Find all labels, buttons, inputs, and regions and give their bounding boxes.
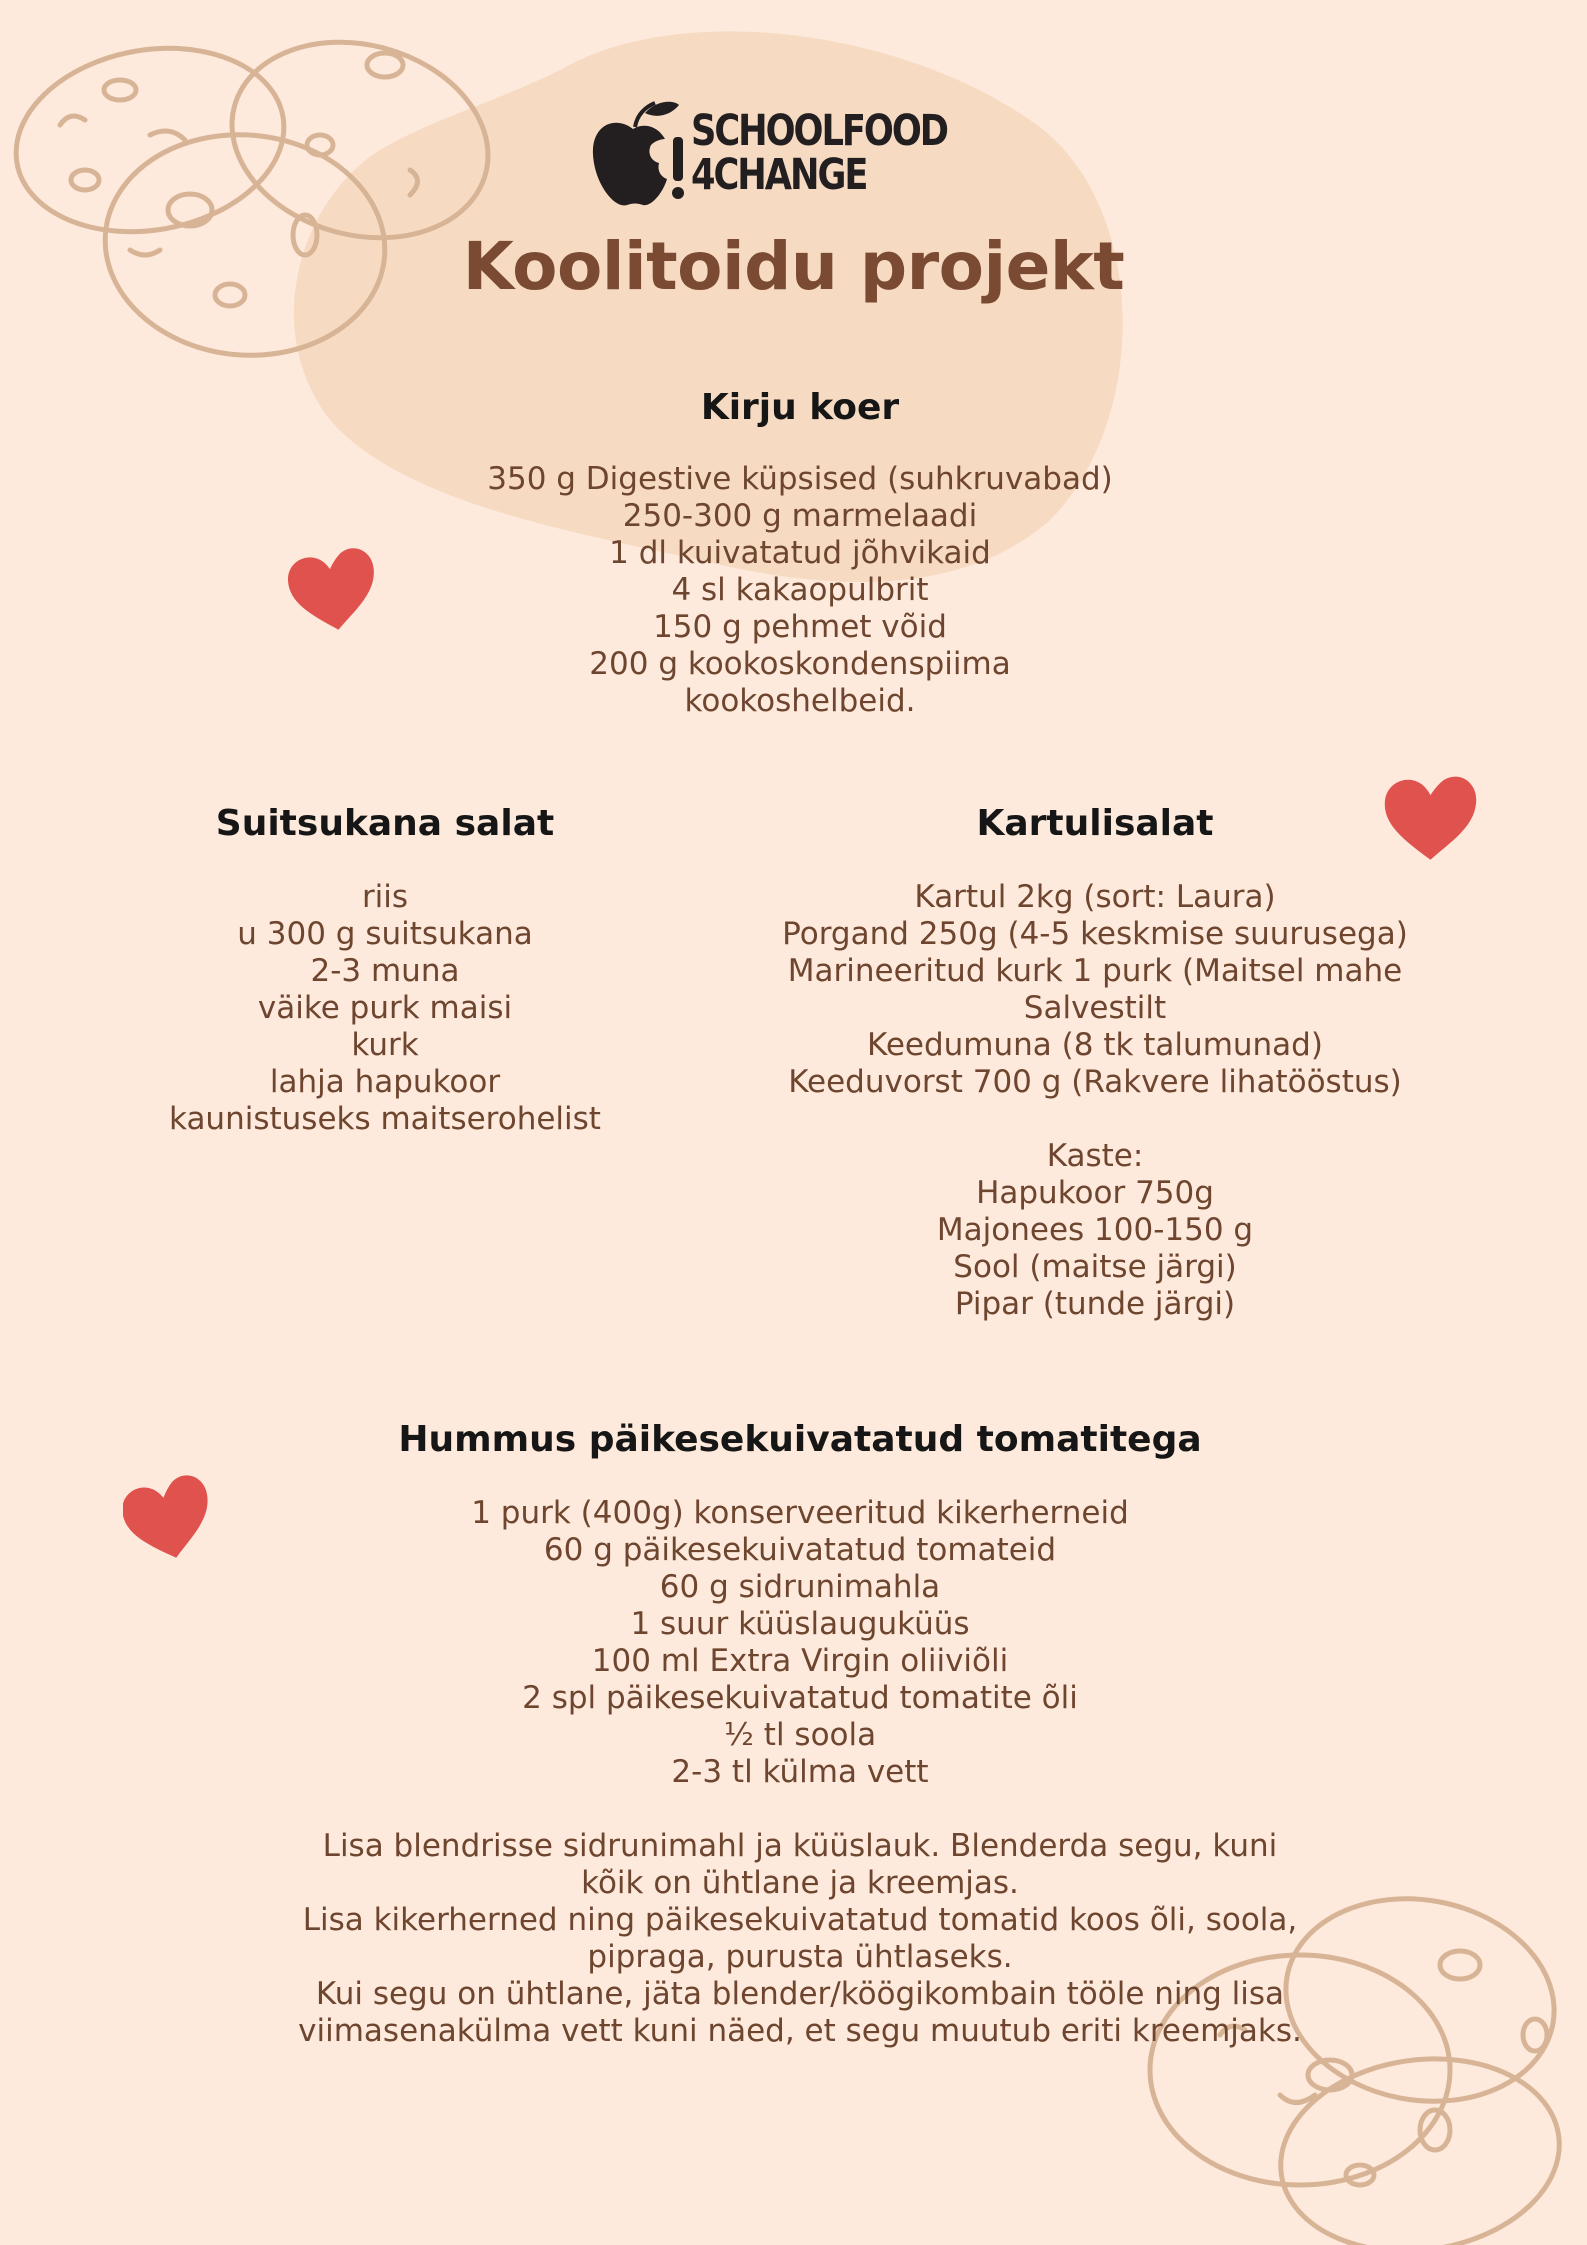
ingredient: Keedumuna (8 tk talumunad) bbox=[867, 1027, 1323, 1063]
method-text bbox=[200, 1828, 1400, 2050]
ingredient: 2 spl päikesekuivatatud tomatite õli bbox=[522, 1680, 1078, 1716]
ingredient: 100 ml Extra Virgin oliiviõli bbox=[591, 1643, 1009, 1679]
ingredient: 350 g Digestive küpsised (suhkruvabad) bbox=[487, 461, 1113, 497]
ingredient: Porgand 250g (4-5 keskmise suurusega) bbox=[782, 916, 1408, 952]
ingredient: lahja hapukoor bbox=[269, 1064, 501, 1100]
ingredient: ½ tl soola bbox=[723, 1717, 877, 1753]
ingredient: 1 suur küüslauguküüs bbox=[630, 1606, 970, 1642]
ingredient: Kartul 2kg (sort: Laura) bbox=[914, 879, 1276, 915]
sauce-ingredient: Kaste: bbox=[1046, 1138, 1144, 1174]
recipe-title: Suitsukana salat bbox=[215, 803, 555, 844]
schoolfood4change-logo bbox=[585, 88, 1005, 218]
method-line: pipraga, purusta ühtlaseks. bbox=[587, 1939, 1013, 1975]
apple-icon bbox=[585, 93, 685, 213]
sauce-list bbox=[720, 1138, 1470, 1323]
ingredient-list bbox=[300, 461, 1300, 720]
ingredient: 4 sl kakaopulbrit bbox=[671, 572, 929, 608]
recipe-title: Hummus päikesekuivatatud tomatitega bbox=[398, 1419, 1202, 1460]
recipe-suitsukana-salat bbox=[100, 799, 670, 1138]
ingredient-list bbox=[200, 1495, 1400, 1791]
ingredient: 200 g kookoskondenspiima bbox=[589, 646, 1011, 682]
sauce-ingredient: Pipar (tunde järgi) bbox=[954, 1286, 1236, 1322]
recipe-hummus bbox=[200, 1415, 1400, 2050]
sauce-ingredient: Hapukoor 750g bbox=[976, 1175, 1214, 1211]
page-title: Koolitoidu projekt bbox=[462, 228, 1125, 305]
cookies-illustration-top bbox=[0, 20, 520, 420]
recipe-kirju-koer bbox=[300, 383, 1300, 720]
logo-line1: SCHOOLFOOD bbox=[691, 106, 948, 156]
ingredient: 150 g pehmet võid bbox=[653, 609, 947, 645]
ingredient: u 300 g suitsukana bbox=[237, 916, 533, 952]
ingredient-list bbox=[720, 879, 1470, 1101]
ingredient: 1 dl kuivatatud jõhvikaid bbox=[609, 535, 991, 571]
ingredient: kaunistuseks maitserohelist bbox=[169, 1101, 601, 1137]
logo-line2: 4CHANGE bbox=[691, 150, 867, 200]
ingredient: Salvestilt bbox=[1023, 990, 1167, 1026]
ingredient-list bbox=[100, 879, 670, 1138]
recipe-kartulisalat bbox=[720, 799, 1470, 1323]
method-line: Lisa kikerherned ning päikesekuivatatud tomatid koos õli, soola, bbox=[302, 1902, 1298, 1938]
ingredient: 2-3 tl külma vett bbox=[671, 1754, 929, 1790]
recipe-title: Kartulisalat bbox=[976, 803, 1214, 844]
ingredient: 2-3 muna bbox=[310, 953, 460, 989]
method-line: Lisa blendrisse sidrunimahl ja küüslauk. Blenderda segu, kuni bbox=[322, 1828, 1278, 1864]
ingredient: Marineeritud kurk 1 purk (Maitsel mahe bbox=[787, 953, 1403, 989]
recipe-title: Kirju koer bbox=[700, 387, 900, 428]
ingredient: kurk bbox=[351, 1027, 419, 1063]
ingredient: väike purk maisi bbox=[257, 990, 513, 1026]
ingredient: Keeduvorst 700 g (Rakvere lihatööstus) bbox=[788, 1064, 1402, 1100]
ingredient: 1 purk (400g) konserveeritud kikerherneid bbox=[471, 1495, 1129, 1531]
ingredient: 60 g sidrunimahla bbox=[659, 1569, 941, 1605]
method-line: kõik on ühtlane ja kreemjas. bbox=[581, 1865, 1019, 1901]
method-line: Kui segu on ühtlane, jäta blender/köögikombain tööle ning lisa bbox=[315, 1976, 1285, 2012]
ingredient: 250-300 g marmelaadi bbox=[622, 498, 978, 534]
sauce-ingredient: Majonees 100-150 g bbox=[936, 1212, 1254, 1248]
ingredient: riis bbox=[361, 879, 409, 915]
method-line: viimasenakülma vett kuni näed, et segu muutub eriti kreemjaks. bbox=[298, 2013, 1302, 2049]
ingredient: 60 g päikesekuivatatud tomateid bbox=[543, 1532, 1057, 1568]
ingredient: kookoshelbeid. bbox=[684, 683, 916, 719]
sauce-ingredient: Sool (maitse järgi) bbox=[953, 1249, 1237, 1285]
